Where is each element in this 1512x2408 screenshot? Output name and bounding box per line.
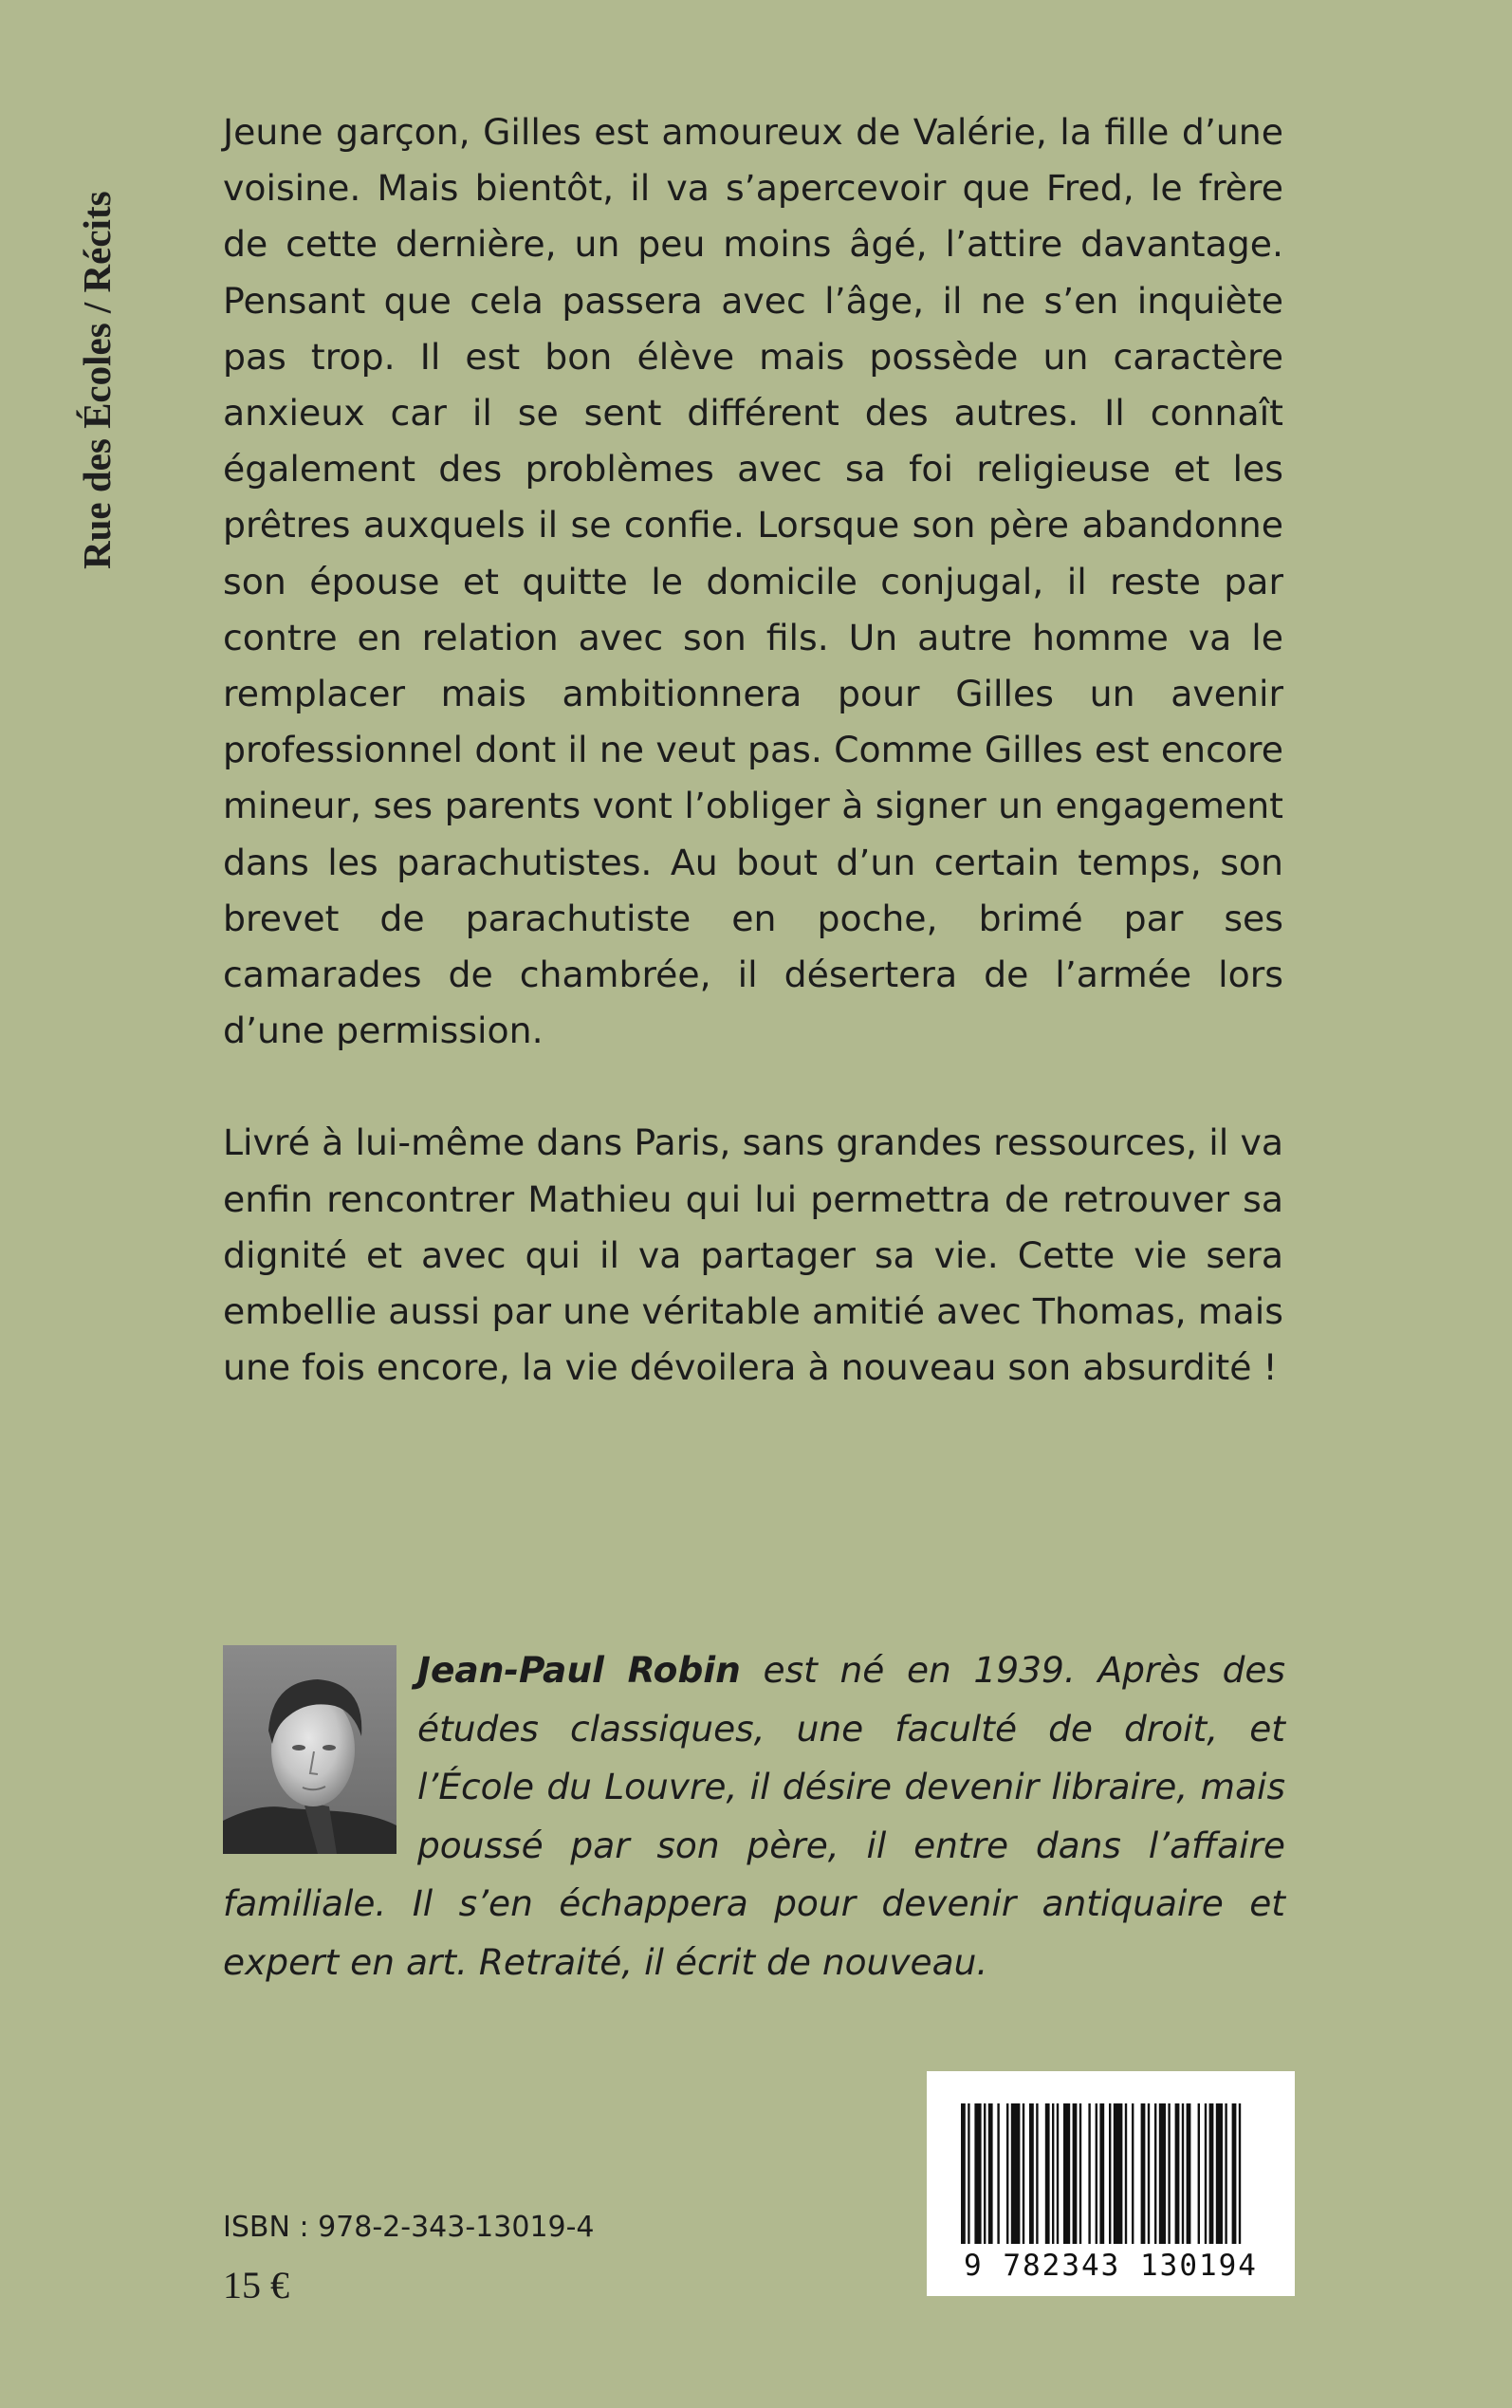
barcode-bar — [1239, 2103, 1241, 2244]
barcode-bar — [1198, 2103, 1200, 2244]
price: 15 € — [223, 2264, 289, 2306]
barcode-bar — [1187, 2103, 1191, 2244]
barcode-bar — [1029, 2103, 1034, 2244]
barcode-graphic — [927, 2071, 1295, 2296]
isbn: ISBN : 978-2-343-13019-4 — [223, 2211, 595, 2244]
spine-series-title: Rue des Écoles / Récits — [75, 191, 119, 569]
barcode-bar — [1114, 2103, 1123, 2244]
barcode-bar — [1159, 2103, 1166, 2244]
barcode-bar — [1182, 2103, 1184, 2244]
barcode-bar — [968, 2103, 969, 2244]
barcode-bar — [1088, 2103, 1090, 2244]
barcode-digits: 9 782343 130194 — [964, 2249, 1258, 2283]
barcode-bar — [1073, 2103, 1078, 2244]
synopsis-paragraph-2: Livré à lui-même dans Paris, sans grandes ressources, il va enfin rencontrer Mathieu qui lui permettra de retrouver sa dignité et avec qui il va partager sa vie. Cette vie sera embellie aussi par une véritable amitié avec Thomas, mais une fois encore, la vie dévoilera à nouveau son absurdité ! — [223, 1121, 1283, 1389]
barcode-bar — [997, 2103, 999, 2244]
barcode-bar — [1011, 2103, 1021, 2244]
barcode-bar — [961, 2103, 966, 2244]
barcode-bar — [1096, 2103, 1097, 2244]
synopsis-paragraph-1: Jeune garçon, Gilles est amoureux de Valérie, la fille d’une voisine. Mais bientôt, il va s’apercevoir que Fred, le frère de cette dernière, un peu moins âgé, l’attire davantage. Pensant que cela passera avec l’âge, il ne s’en inquiète pas trop. Il est bon élève mais possède un caractère anxieux car il se sent différent des autres. Il connaît également des problèmes avec sa foi religieuse et les prêtres auxquels il se confie. Lorsque son père abandonne son épouse et quitte le domicile conjugal, il reste par contre en relation avec son fils. Un autre homme va le remplacer mais ambitionnera pour Gilles un avenir professionnel dont il ne veut pas. Comme Gilles est encore mineur, ses parents vont l’obliger à signer un engagement dans les parachutistes. Au bout d’un certain temps, son brevet de parachutiste en poche, brimé par ses camarades de chambrée, il désertera de l’armée lors d’une permission. — [223, 111, 1283, 1052]
author-photo — [223, 1645, 396, 1854]
author-bio — [223, 1641, 1285, 1991]
barcode-bar — [1216, 2103, 1223, 2244]
barcode-bar — [1154, 2103, 1156, 2244]
barcode-bar — [1209, 2103, 1214, 2244]
barcode-bar — [1175, 2103, 1180, 2244]
back-cover-synopsis — [223, 104, 1283, 1396]
author-name: Jean-Paul Robin — [417, 1649, 741, 1691]
barcode-bar — [1052, 2103, 1054, 2244]
barcode-bar — [1205, 2103, 1207, 2244]
barcode-bar — [1045, 2103, 1050, 2244]
barcode-bar — [1132, 2103, 1134, 2244]
barcode-bar — [1023, 2103, 1024, 2244]
barcode-bar — [1109, 2103, 1111, 2244]
bio-text: est né en 1939. Après des études classiques, une faculté de droit, et l’École du Louvre, il désire devenir libraire, mais poussé par son père, il entre dans l’affaire familiale. Il s’en échappera pour devenir antiquaire et expert en art. Retraité, il écrit de nouveau. — [223, 1649, 1285, 1983]
barcode-bar — [1057, 2103, 1059, 2244]
barcode-bar — [1225, 2103, 1226, 2244]
barcode-bar — [1232, 2103, 1237, 2244]
barcode — [927, 2071, 1295, 2296]
barcode-bar — [1079, 2103, 1081, 2244]
barcode-bar — [1141, 2103, 1146, 2244]
barcode-bar — [988, 2103, 993, 2244]
barcode-bar — [1148, 2103, 1150, 2244]
barcode-bar — [1036, 2103, 1038, 2244]
barcode-bar — [1099, 2103, 1104, 2244]
barcode-bar — [984, 2103, 986, 2244]
barcode-bar — [1168, 2103, 1170, 2244]
barcode-bar — [1125, 2103, 1127, 2244]
barcode-bar — [1063, 2103, 1070, 2244]
barcode-bar — [974, 2103, 981, 2244]
barcode-bar — [1006, 2103, 1008, 2244]
